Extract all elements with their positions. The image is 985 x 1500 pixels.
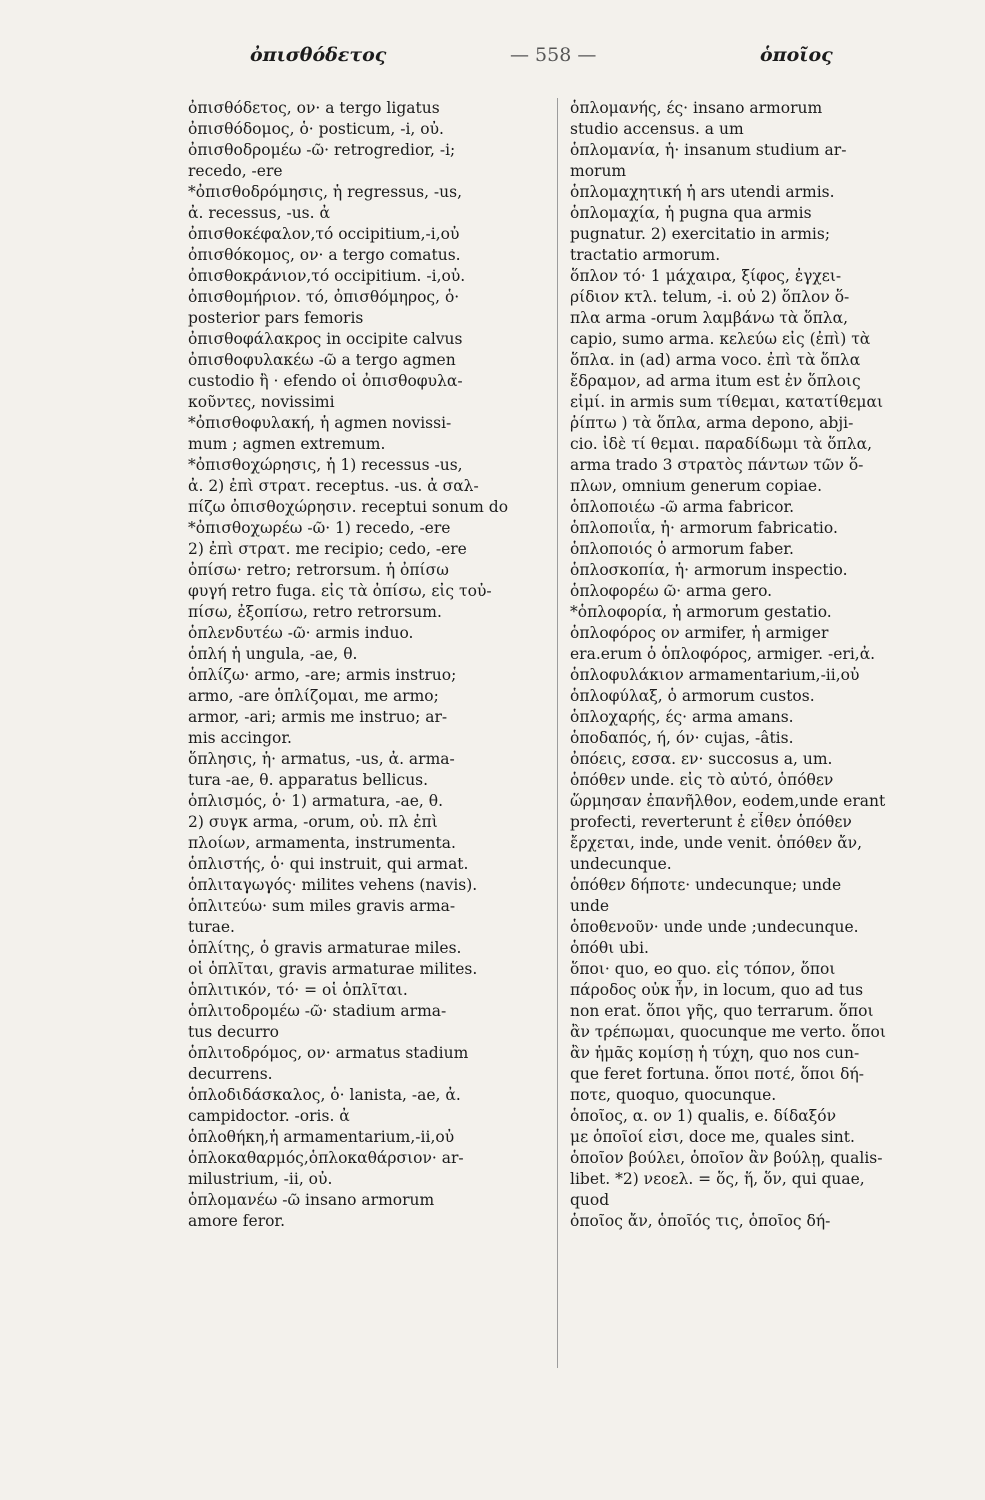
entry-line: campidoctor. -oris. ἀ bbox=[188, 1107, 350, 1125]
entry-line: ἀ. 2) ἐπὶ στρατ. receptus. -us. ἀ σαλ- bbox=[188, 477, 479, 495]
entry-line: milustrium, -ii, οὐ. bbox=[188, 1170, 333, 1188]
entry-line: cio. ἰδὲ τί θεμαι. παραδίδωμι τὰ ὅπλα, bbox=[570, 435, 873, 453]
entry-line: ὁποῖος, α. ον 1) qualis, e. δίδαξόν bbox=[570, 1107, 837, 1125]
entry-line: *ὀπισθοχώρησις, ἡ 1) recessus -us, bbox=[188, 456, 463, 474]
entry-line: πάροδος οὐκ ἦν, in locum, quo ad tus bbox=[570, 981, 864, 999]
entry-line: ὁπλομανία, ἡ· insanum studium ar- bbox=[570, 141, 847, 159]
entry-line: ὀπισθοφάλακρος in occipite calvus bbox=[188, 330, 463, 348]
entry-line: morum bbox=[570, 162, 627, 180]
entry-line: πλοίων, armamenta, instrumenta. bbox=[188, 834, 456, 852]
entry-line: libet. *2) νεοελ. = ὅς, ἥ, ὅν, qui quae, bbox=[570, 1170, 865, 1188]
entry-line: ὅπλον τό· 1 μάχαιρα, ξίφος, ἐγχει- bbox=[570, 267, 842, 285]
right-column bbox=[570, 98, 954, 1368]
entry-line: decurrens. bbox=[188, 1065, 273, 1083]
entry-line: ὁπόθεν unde. εἰς τὸ αὐτό, ὁπόθεν bbox=[570, 771, 834, 789]
entry-line: unde bbox=[570, 897, 610, 915]
entry-line: ἂν τρέπωμαι, quocunque me verto. ὅποι bbox=[570, 1023, 886, 1041]
entry-line: recedo, -ere bbox=[188, 162, 283, 180]
entry-line: tura -ae, θ. apparatus bellicus. bbox=[188, 771, 429, 789]
entry-line: εἰμί. in armis sum τίθεμαι, κατατίθεμαι bbox=[570, 393, 884, 411]
entry-line: ὅπλησις, ἡ· armatus, -us, ἀ. arma- bbox=[188, 750, 455, 768]
entry-line: κοῦντες, novissimi bbox=[188, 393, 335, 411]
entry-line: armo, -are ὁπλίζομαι, me armo; bbox=[188, 687, 439, 705]
entry-line: ὁπλιτεύω· sum miles gravis arma- bbox=[188, 897, 456, 915]
entry-line: ὀπισθοφυλακέω -ῶ a tergo agmen bbox=[188, 351, 456, 369]
entry-line: ὀπισθομήριον. τό, ὀπισθόμηρος, ὁ· bbox=[188, 288, 460, 306]
entry-line: ὁπλοφυλάκιον armamentarium,-ii,οὐ bbox=[570, 666, 860, 684]
entry-line: ὀπόεις, εσσα. εν· succosus a, um. bbox=[570, 750, 833, 768]
left-column bbox=[188, 98, 572, 1368]
entry-line: armor, -ari; armis me instruo; ar- bbox=[188, 708, 448, 726]
entry-line: profecti, reverterunt ἐ εἶθεν ὁπόθεν bbox=[570, 813, 852, 831]
entry-line: ὁπλοχαρής, ές· arma amans. bbox=[570, 708, 794, 726]
entry-line: ἔρχεται, inde, unde venit. ὁπόθεν ἄν, bbox=[570, 834, 863, 852]
entry-line: ὁπλιτοδρομέω -ῶ· stadium arma- bbox=[188, 1002, 447, 1020]
header-right-word: ὁποῖος bbox=[760, 44, 833, 66]
entry-line: ὀπισθόδετος, ον· a tergo ligatus bbox=[188, 99, 440, 117]
entry-line: ἀ. recessus, -us. ἀ bbox=[188, 204, 330, 222]
entry-line: ὁπλιτοδρόμος, ον· armatus stadium bbox=[188, 1044, 469, 1062]
entry-line: πλα arma -orum λαμβάνω τὰ ὅπλα, bbox=[570, 309, 848, 327]
entry-line: ὁποθενοῦν· unde unde ;undecunque. bbox=[570, 918, 859, 936]
entry-line: ὁπλιταγωγός· milites vehens (navis). bbox=[188, 876, 478, 894]
entry-line: ὁποῖον βούλει, ὁποῖον ἂν βούλῃ, qualis- bbox=[570, 1149, 883, 1167]
entry-line: posterior pars femoris bbox=[188, 309, 364, 327]
entry-line: φυγή retro fuga. εἰς τὰ ὀπίσω, εἰς τοὐ- bbox=[188, 582, 492, 600]
entry-line: tractatio armorum. bbox=[570, 246, 721, 264]
entry-line: pugnatur. 2) exercitatio in armis; bbox=[570, 225, 831, 243]
entry-line: que feret fortuna. ὅποι ποτέ, ὅποι δή- bbox=[570, 1065, 864, 1083]
entry-line: ὁπόθεν δήποτε· undecunque; unde bbox=[570, 876, 842, 894]
entry-line: arma trado 3 στρατὸς πάντων τῶν ὅ- bbox=[570, 456, 864, 474]
entry-line: ὁπλομανέω -ῶ insano armorum bbox=[188, 1191, 435, 1209]
entry-line: πίζω ὀπισθοχώρησιν. receptui sonum do bbox=[188, 498, 509, 516]
entry-line: ὅπλα. in (ad) arma voco. ἐπὶ τὰ ὅπλα bbox=[570, 351, 861, 369]
entry-line: amore feror. bbox=[188, 1212, 286, 1230]
entry-line: 2) ἐπὶ στρατ. me recipio; cedo, -ere bbox=[188, 540, 467, 558]
entry-line: quod bbox=[570, 1191, 610, 1209]
entry-line: ὁπλοδιδάσκαλος, ὁ· lanista, -ae, ἀ. bbox=[188, 1086, 461, 1104]
entry-line: ὁπλοφόρος ον armifer, ἡ armiger bbox=[570, 624, 829, 642]
entry-line: ἔδραμον, ad arma itum est ἐν ὅπλοις bbox=[570, 372, 861, 390]
entry-line: ὁπλοφύλαξ, ὁ armorum custos. bbox=[570, 687, 815, 705]
entry-line: ὁπλοποιός ὁ armorum faber. bbox=[570, 540, 794, 558]
entry-line: ὁπλοκαθαρμός,ὁπλοκαθάρσιον· ar- bbox=[188, 1149, 464, 1167]
entry-line: ὀπισθοκέφαλον,τό occipitium,-i,οὐ bbox=[188, 225, 460, 243]
entry-line: ὁπλίτης, ὁ gravis armaturae miles. bbox=[188, 939, 462, 957]
entry-line: ὁπλοσκοπία, ἡ· armorum inspectio. bbox=[570, 561, 848, 579]
entry-line: ὁπλομαχητική ἡ ars utendi armis. bbox=[570, 183, 835, 201]
entry-line: ποτε, quoquo, quocunque. bbox=[570, 1086, 777, 1104]
entry-line: non erat. ὅποι γῆς, quo terrarum. ὅποι bbox=[570, 1002, 874, 1020]
entry-line: με ὁποῖοί εἰσι, doce me, quales sint. bbox=[570, 1128, 855, 1146]
entry-line: turae. bbox=[188, 918, 235, 936]
entry-line: ὁπλιστής, ὁ· qui instruit, qui armat. bbox=[188, 855, 469, 873]
entry-line: ὥρμησαν ἐπανῆλθον, eodem,unde erant bbox=[570, 792, 886, 810]
entry-line: ὁπλομανής, ές· insano armorum bbox=[570, 99, 823, 117]
entry-line: tus decurro bbox=[188, 1023, 280, 1041]
entry-line: ὁπλοφορέω ῶ· arma gero. bbox=[570, 582, 773, 600]
entry-line: ὁπλενδυτέω -ῶ· armis induo. bbox=[188, 624, 414, 642]
column-divider bbox=[557, 98, 558, 1368]
page-number: — 558 — bbox=[510, 44, 597, 66]
entry-line: ὁπλομαχία, ἡ pugna qua armis bbox=[570, 204, 812, 222]
entry-line: ἂν ἡμᾶς κομίσῃ ἡ τύχη, quo nos cun- bbox=[570, 1044, 860, 1062]
entry-line: ὁπλοποιέω -ῶ arma fabricor. bbox=[570, 498, 795, 516]
entry-line: *ὀπισθοδρόμησις, ἡ regressus, -us, bbox=[188, 183, 463, 201]
entry-line: mum ; agmen extremum. bbox=[188, 435, 386, 453]
entry-line: ὁποδαπός, ή, όν· cujas, -âtis. bbox=[570, 729, 794, 747]
entry-line: ὀπίσω· retro; retrorsum. ἡ ὀπίσω bbox=[188, 561, 449, 579]
entry-line: πλων, omnium generum copiae. bbox=[570, 477, 823, 495]
entry-line: ὀπισθόκομος, ον· a tergo comatus. bbox=[188, 246, 461, 264]
entry-line: ὁποῖος ἄν, ὁποῖός τις, ὁποῖος δή- bbox=[570, 1212, 831, 1230]
entry-line: *ὀπισθοχωρέω -ῶ· 1) recedo, -ere bbox=[188, 519, 451, 537]
entry-line: ὁπλίζω· armo, -are; armis instruo; bbox=[188, 666, 457, 684]
entry-line: ὀπισθόδομος, ὁ· posticum, -i, οὐ. bbox=[188, 120, 444, 138]
entry-line: ὅποι· quo, eo quo. εἰς τόπον, ὅποι bbox=[570, 960, 836, 978]
page-header bbox=[0, 44, 985, 76]
entry-line: ὁπλιτικόν, τό· = οἱ ὁπλῖται. bbox=[188, 981, 408, 999]
entry-line: ὁπλοθήκη,ἡ armamentarium,-ii,οὐ bbox=[188, 1128, 455, 1146]
entry-line: ῥίπτω ) τὰ ὅπλα, arma depono, abji- bbox=[570, 414, 854, 432]
entry-line: πίσω, ἐξοπίσω, retro retrorsum. bbox=[188, 603, 442, 621]
entry-line: ὁπόθι ubi. bbox=[570, 939, 649, 957]
entry-line: ὁπλισμός, ὁ· 1) armatura, -ae, θ. bbox=[188, 792, 444, 810]
entry-line: 2) συγκ arma, -orum, οὐ. πλ ἐπὶ bbox=[188, 813, 438, 831]
entry-line: ὀπισθοδρομέω -ῶ· retrogredior, -i; bbox=[188, 141, 456, 159]
entry-line: *ὁπλοφορία, ἡ armorum gestatio. bbox=[570, 603, 832, 621]
entry-line: ρίδιον κτλ. telum, -i. οὐ 2) ὅπλον ὅ- bbox=[570, 288, 850, 306]
header-left-word: ὀπισθόδετος bbox=[250, 44, 387, 66]
entry-line: οἱ ὁπλῖται, gravis armaturae milites. bbox=[188, 960, 478, 978]
entry-line: ὀπισθοκράνιον,τό occipitium. -i,οὐ. bbox=[188, 267, 466, 285]
entry-line: ὁπλοποιΐα, ἡ· armorum fabricatio. bbox=[570, 519, 838, 537]
entry-line: era.erum ὁ ὁπλοφόρος, armiger. -eri,ἀ. bbox=[570, 645, 876, 663]
entry-line: mis accingor. bbox=[188, 729, 292, 747]
entry-line: undecunque. bbox=[570, 855, 672, 873]
entry-line: ὁπλή ἡ ungula, -ae, θ. bbox=[188, 645, 358, 663]
entry-line: custodio ἢ · efendo οἱ ὀπισθοφυλα- bbox=[188, 372, 463, 390]
entry-line: *ὀπισθοφυλακή, ἡ agmen novissi- bbox=[188, 414, 452, 432]
entry-line: studio accensus. a um bbox=[570, 120, 744, 138]
entry-line: capio, sumo arma. κελεύω εἰς (ἐπὶ) τὰ bbox=[570, 330, 871, 348]
